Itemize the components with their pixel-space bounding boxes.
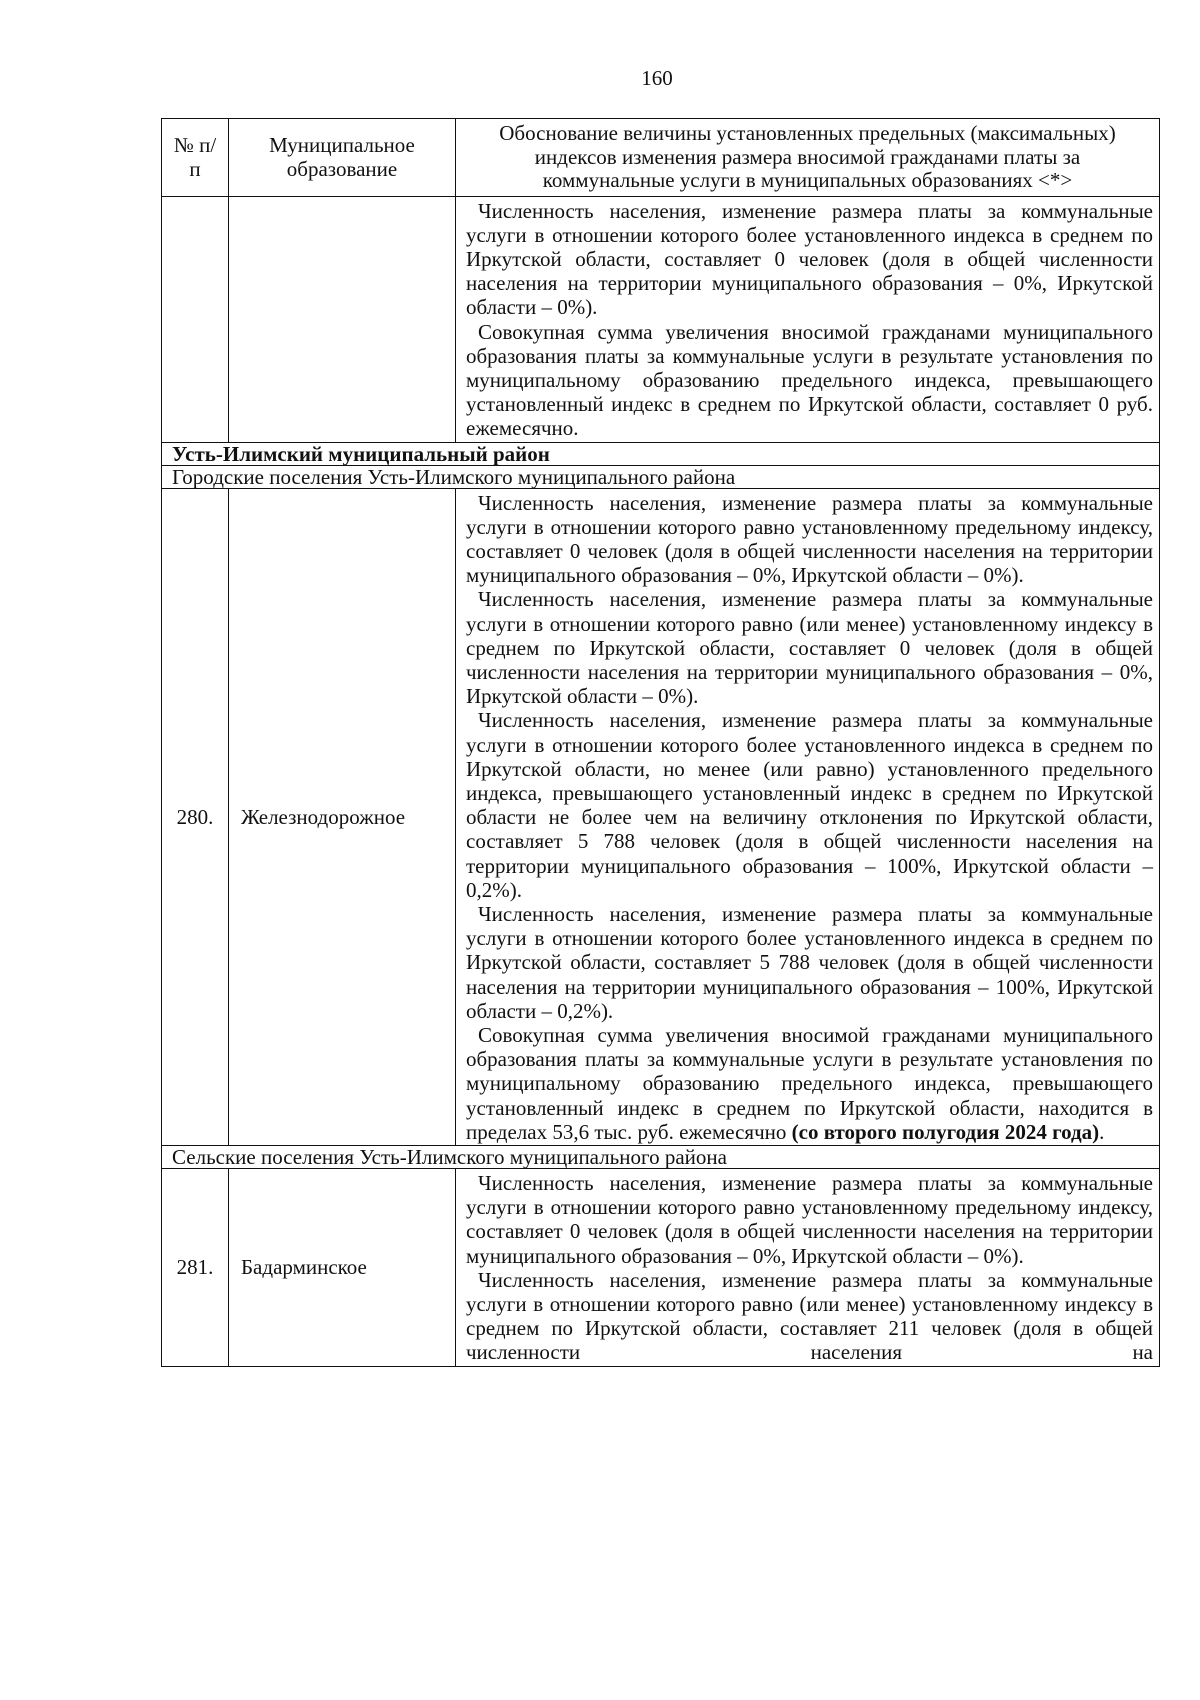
paragraph: Численность населения, изменение размера платы за коммунальные услуги в отношении которого более установленного индекса в среднем по Иркутской области, составляет 0 человек (доля в общей численности населения на территории муниципального образования – 0%, Иркутской области – 0%). bbox=[466, 198, 1153, 320]
header-justification: Обоснование величины установленных предельных (максимальных) индексов изменения размера вносимой гражданами платы за коммунальные услуги в муниципальных образованиях <*> bbox=[456, 119, 1160, 197]
table-row-281 bbox=[162, 1169, 1160, 1367]
rural-settlements-heading: Сельские поселения Усть-Илимского муниципального района bbox=[162, 1146, 1160, 1169]
paragraph: Численность населения, изменение размера платы за коммунальные услуги в отношении которого равно установленному предельному индексу, составляет 0 человек (доля в общей численности населения на территории муниципального образования – 0%, Иркутской области – 0%). bbox=[466, 490, 1153, 588]
municipality-name: Бадарминское bbox=[229, 1169, 456, 1367]
paragraph-cut: Численность населения, изменение размера платы за коммунальные услуги в отношении которого равно (или менее) установленному индексу в среднем по Иркутской области, составляет 211 человек (доля в общей численности населения на bbox=[466, 1267, 1153, 1365]
table-header-row bbox=[162, 119, 1160, 197]
num-cell-empty bbox=[162, 196, 229, 442]
header-municipality: Муниципальное образование bbox=[229, 119, 456, 197]
row-number: 280. bbox=[162, 488, 229, 1145]
header-num: № п/п bbox=[162, 119, 229, 197]
paragraph-total bbox=[466, 1023, 1153, 1144]
table-row-continued bbox=[162, 196, 1160, 442]
urban-heading-row bbox=[162, 465, 1160, 488]
total-period-note: (со второго полугодия 2024 года) bbox=[791, 1119, 1100, 1144]
paragraph: Численность населения, изменение размера платы за коммунальные услуги в отношении которого более установленного индекса в среднем по Иркутской области, составляет 5 788 человек (доля в общей численности населения на территории муниципального образования – 100%, Иркутской области – 0,2%). bbox=[466, 901, 1153, 1023]
rural-heading-row bbox=[162, 1146, 1160, 1169]
district-heading-row bbox=[162, 442, 1160, 465]
paragraph: Численность населения, изменение размера платы за коммунальные услуги в отношении которого равно установленному предельному индексу, составляет 0 человек (доля в общей численности населения на территории муниципального образования – 0%, Иркутской области – 0%). bbox=[466, 1171, 1153, 1268]
municipality-name: Железнодорожное bbox=[229, 488, 456, 1145]
urban-settlements-heading: Городские поселения Усть-Илимского муниципального района bbox=[162, 465, 1160, 488]
justification-cell bbox=[456, 1169, 1160, 1367]
name-cell-empty bbox=[229, 196, 456, 442]
row-number: 281. bbox=[162, 1169, 229, 1367]
total-text-end: . bbox=[1099, 1119, 1105, 1144]
total-text: Совокупная сумма увеличения вносимой гражданами муниципального образования платы за коммунальные услуги в результате установления по муниципальному образованию предельного индекса, превышающего установленный индекс в среднем по Иркутской области, находится в пределах 53,6 тыс. руб. ежемесячно bbox=[466, 1023, 1153, 1144]
justification-cell bbox=[456, 196, 1160, 442]
table-row-280 bbox=[162, 488, 1160, 1145]
district-heading: Усть-Илимский муниципальный район bbox=[162, 442, 1160, 465]
paragraph: Численность населения, изменение размера платы за коммунальные услуги в отношении которого равно (или менее) установленному индексу в среднем по Иркутской области, составляет 0 человек (доля в общей численности населения на территории муниципального образования – 0%, Иркутской области – 0%). bbox=[466, 587, 1153, 709]
justification-cell bbox=[456, 488, 1160, 1145]
paragraph: Совокупная сумма увеличения вносимой гражданами муниципального образования платы за коммунальные услуги в результате установления по муниципальному образованию предельного индекса, превышающего установленный индекс в среднем по Иркутской области, составляет 0 руб. ежемесячно. bbox=[466, 319, 1153, 441]
justification-table bbox=[161, 118, 1160, 1367]
paragraph: Численность населения, изменение размера платы за коммунальные услуги в отношении которого более установленного индекса в среднем по Иркутской области, но менее (или равно) установленного предельного индекса, превышающего установленный индекс в среднем по Иркутской области не более чем на величину отклонения по Иркутской области, составляет 5 788 человек (доля в общей численности населения на территории муниципального образования – 100%, Иркутской области – 0,2%). bbox=[466, 708, 1153, 902]
page-number: 160 bbox=[641, 66, 673, 90]
